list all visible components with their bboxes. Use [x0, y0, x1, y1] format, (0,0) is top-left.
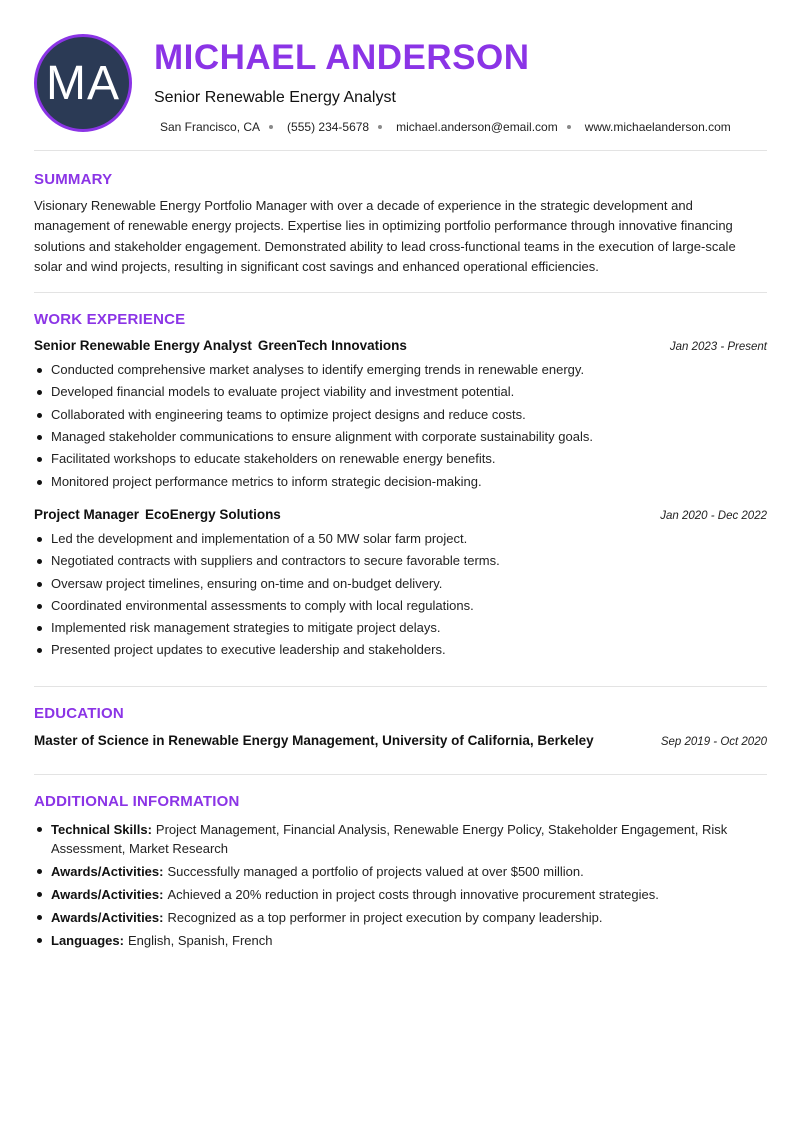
education-dates: Sep 2019 - Oct 2020 — [660, 735, 767, 748]
job-entry — [34, 338, 767, 493]
summary-text: Visionary Renewable Energy Portfolio Manager with over a decade of experience in the strategic development and management of renewable energy projects. Expertise lies in optimizing portfolio performance through innovative financing solutions and stakeholder engagement. Demonstrated ability to lead cross-functional teams in the execution of large-scale solar and wind projects, resulting in significant cost savings and enhanced operational efficiencies. — [34, 198, 736, 274]
info-label: Technical Skills: — [51, 821, 152, 837]
summary-heading: SUMMARY — [34, 171, 113, 188]
job-entry — [34, 507, 767, 662]
info-text: Recognized as a top performer in project execution by company leadership. — [167, 909, 603, 925]
job-bullets — [34, 359, 767, 493]
list-item — [34, 820, 767, 858]
list-item — [34, 862, 767, 881]
avatar-initials: MA — [46, 56, 120, 110]
work-experience-section — [34, 293, 767, 686]
list-item: Collaborated with engineering teams to optimize project designs and reduce costs. — [34, 404, 767, 426]
list-item: Implemented risk management strategies to mitigate project delays. — [34, 617, 767, 639]
list-item: Led the development and implementation of a 50 MW solar farm project. — [34, 528, 767, 550]
contact-location: San Francisco, CA — [160, 120, 261, 134]
job-company: GreenTech Innovations — [257, 338, 407, 354]
job-role: Senior Renewable Energy Analyst — [34, 338, 252, 354]
contact-info — [160, 120, 731, 134]
job-role: Project Manager — [34, 506, 140, 522]
separator-dot-icon — [269, 125, 273, 129]
job-dates: Jan 2023 - Present — [669, 341, 767, 354]
list-item — [34, 931, 767, 950]
list-item: Facilitated workshops to educate stakeholders on renewable energy benefits. — [34, 448, 767, 470]
list-item: Monitored project performance metrics to inform strategic decision-making. — [34, 471, 767, 493]
list-item: Presented project updates to executive leadership and stakeholders. — [34, 639, 767, 661]
avatar — [34, 34, 132, 132]
education-heading: EDUCATION — [34, 704, 124, 722]
job-company: EcoEnergy Solutions — [145, 506, 281, 522]
contact-email[interactable]: michael.anderson@email.com — [396, 120, 558, 134]
info-label: Awards/Activities: — [51, 909, 164, 925]
info-text: Achieved a 20% reduction in project costs through innovative procurement strategies. — [167, 886, 659, 902]
separator-dot-icon — [378, 125, 382, 129]
additional-info-heading: ADDITIONAL INFORMATION — [34, 792, 240, 810]
list-item: Oversaw project timelines, ensuring on-time and on-budget delivery. — [34, 573, 767, 595]
summary-section — [34, 151, 767, 292]
separator-dot-icon — [567, 125, 571, 129]
job-header — [34, 507, 767, 522]
list-item: Managed stakeholder communications to ensure alignment with corporate sustainability goals. — [34, 426, 767, 448]
job-bullets — [34, 528, 767, 662]
list-item — [34, 908, 767, 927]
job-position — [34, 507, 281, 522]
job-header — [34, 338, 767, 353]
additional-info-list — [34, 820, 767, 950]
list-item: Coordinated environmental assessments to comply with local regulations. — [34, 595, 767, 617]
info-text: English, Spanish, French — [127, 932, 273, 948]
education-section — [34, 687, 767, 774]
job-dates: Jan 2020 - Dec 2022 — [660, 509, 767, 522]
info-label: Awards/Activities: — [51, 863, 164, 879]
info-text: Project Management, Financial Analysis, Renewable Energy Policy, Stakeholder Engagement, Risk Assessment, Market Research — [51, 821, 728, 856]
education-entry — [34, 733, 767, 748]
list-item: Negotiated contracts with suppliers and contractors to secure favorable terms. — [34, 550, 767, 572]
education-degree: Master of Science in Renewable Energy Management, University of California, Berkeley — [34, 732, 594, 748]
work-experience-heading: WORK EXPERIENCE — [34, 311, 186, 329]
contact-website[interactable]: www.michaelanderson.com — [584, 120, 731, 134]
list-item — [34, 885, 767, 904]
info-text: Successfully managed a portfolio of projects valued at over $500 million. — [167, 863, 584, 879]
resume-header — [34, 0, 767, 150]
additional-info-section — [34, 775, 767, 950]
list-item: Conducted comprehensive market analyses to identify emerging trends in renewable energy. — [34, 359, 767, 381]
job-title-headline: Senior Renewable Energy Analyst — [154, 89, 396, 106]
info-label: Languages: — [51, 932, 124, 948]
contact-phone: (555) 234-5678 — [287, 120, 370, 134]
list-item: Developed financial models to evaluate project viability and investment potential. — [34, 381, 767, 403]
candidate-name: MICHAEL ANDERSON — [154, 38, 530, 77]
info-label: Awards/Activities: — [51, 886, 164, 902]
job-position — [34, 338, 407, 353]
